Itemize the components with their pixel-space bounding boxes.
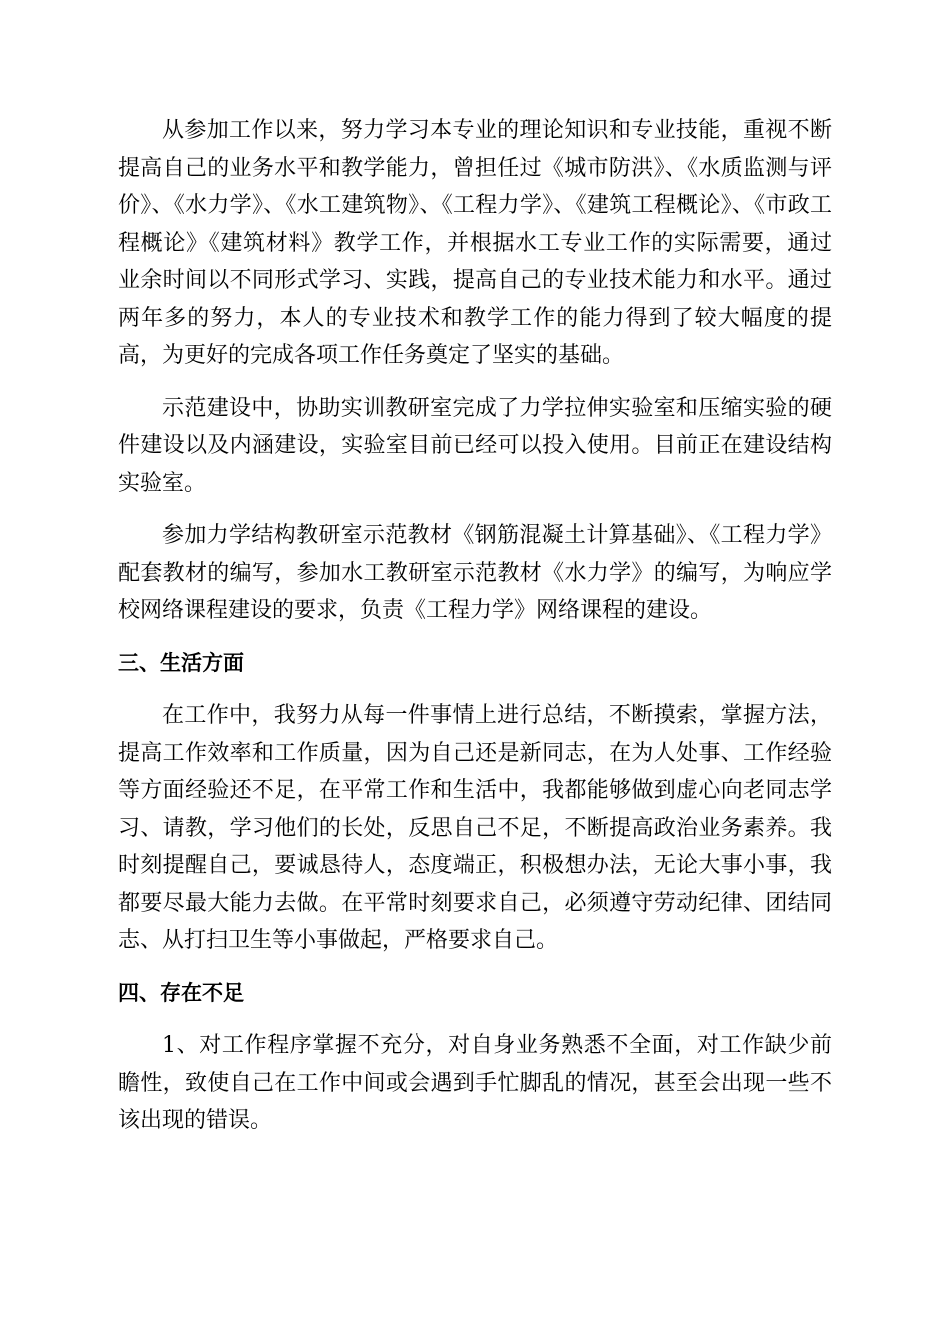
paragraph-professional-study: 从参加工作以来，努力学习本专业的理论知识和专业技能，重视不断提高自己的业务水平和教学能力，曾担任过《城市防洪》、《水质监测与评价》、《水力学》、《水工建筑物》、《工程力学》、《建筑工程概论》、《市政工程概论》《建筑材料》教学工作，并根据水工专业工作的实际需要，通过业余时间以不同形式学习、实践，提高自己的专业技术能力和水平。通过两年多的努力，本人的专业技术和教学工作的能力得到了较大幅度的提高，为更好的完成各项工作任务奠定了坚实的基础。 (118, 118, 832, 368)
paragraph-life-work: 在工作中，我努力从每一件事情上进行总结，不断摸索，掌握方法，提高工作效率和工作质量，因为自己还是新同志，在为人处事、工作经验等方面经验还不足，在平常工作和生活中，我都能够做到虚心向老同志学习、请教，学习他们的长处，反思自己不足，不断提高政治业务素养。我时刻提醒自己，要诚恳待人，态度端正，积极想办法，无论大事小事，我都要尽最大能力去做。在平常时刻要求自己，必须遵守劳动纪律、团结同志、从打扫卫生等小事做起，严格要求自己。 (118, 703, 832, 953)
document-body (118, 112, 832, 1140)
paragraph-textbook-writing: 参加力学结构教研室示范教材《钢筋混凝土计算基础》、《工程力学》配套教材的编写，参加水工教研室示范教材《水力学》的编写，为响应学校网络课程建设的要求，负责《工程力学》网络课程的建设。 (118, 523, 832, 623)
paragraph-shortcoming-1: 1、对工作程序掌握不充分，对自身业务熟悉不全面，对工作缺少前瞻性，致使自己在工作中间或会遇到手忙脚乱的情况，甚至会出现一些不该出现的错误。 (118, 1033, 832, 1133)
section-heading-shortcomings: 四、存在不足 (118, 980, 244, 1005)
paragraph-demo-construction: 示范建设中，协助实训教研室完成了力学拉伸实验室和压缩实验的硬件建设以及内涵建设，实验室目前已经可以投入使用。目前正在建设结构实验室。 (118, 395, 832, 496)
section-heading-life: 三、生活方面 (118, 650, 244, 675)
